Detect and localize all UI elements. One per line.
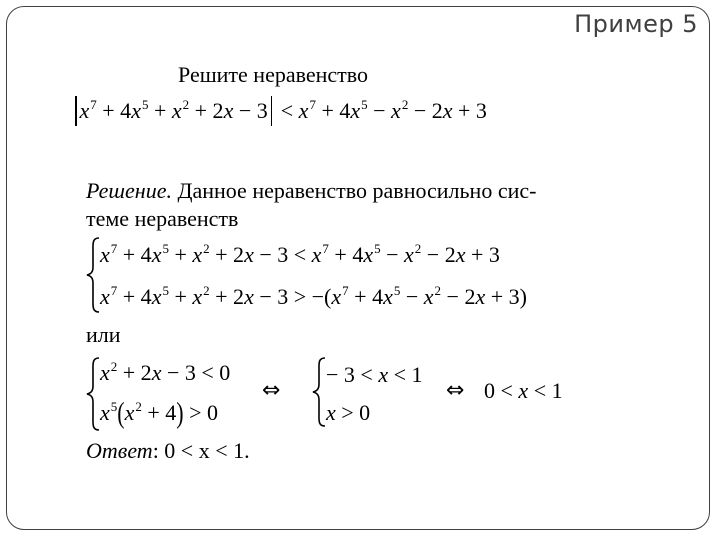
problem-statement: Решите неравенство (178, 62, 369, 87)
system3-row1: − 3 < x < 1 (326, 362, 423, 387)
answer-label: Ответ (86, 438, 153, 463)
abs-bar-right (271, 96, 273, 126)
solution-paragraph-line1 (86, 178, 536, 204)
or-word: или (86, 322, 121, 347)
equivalence-arrow-2: ⇔ (446, 378, 465, 403)
answer-text: : 0 < x < 1. (152, 438, 250, 463)
answer-line (86, 438, 250, 464)
system2-row1: $x^2 + 2x - 3 < 0$ (100, 359, 231, 385)
solution-text-1: Данное неравенство равносильно сис- (171, 178, 537, 203)
system3-row2: x > 0 (326, 400, 371, 425)
solution-text-2: теме неравенств (86, 206, 239, 231)
main-inequality: $x^7 + 4x^5 + x^2 + 2x - 3 < x^7 + 4x^5 - x^2 - 2x + 3$ (72, 98, 487, 128)
slide-title: Пример 5 (574, 10, 698, 38)
system1-row2: $x^7 + 4x^5 + x^2 + 2x - 3 > -(x^7 + 4x^5 - x^2 - 2x + 3)$ (100, 283, 527, 309)
solution-label: Решение. (86, 178, 172, 203)
abs-bar-left (75, 96, 77, 126)
equivalence-arrow-1: ⇔ (262, 378, 281, 403)
system1-row1: $x^7 + 4x^5 + x^2 + 2x - 3 < x^7 + 4x^5 - x^2 - 2x + 3$ (100, 241, 500, 267)
system2-row2: $x^5(x^2 + 4) > 0$ (100, 395, 219, 430)
final-interval: 0 < x < 1 (484, 378, 563, 403)
